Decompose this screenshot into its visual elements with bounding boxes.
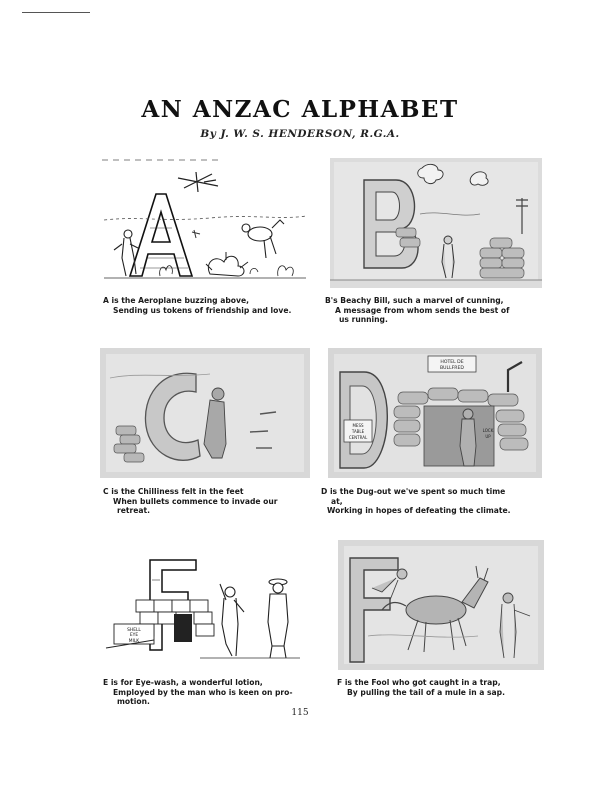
sign-lock: LOCK xyxy=(482,428,494,433)
illustration-f xyxy=(338,540,544,670)
illustration-d-drawing xyxy=(328,348,542,478)
caption-e-line-1: E is for Eye-wash, a wonderful lotion, xyxy=(103,678,263,687)
illustration-d xyxy=(328,348,542,478)
illustration-a xyxy=(100,158,310,288)
svg-text:EYE: EYE xyxy=(129,633,139,638)
byline: By J. W. S. HENDERSON, R.G.A. xyxy=(200,128,400,140)
caption-b-line-2: A message from whom sends the best of xyxy=(335,305,510,315)
caption-b xyxy=(325,296,509,325)
illustration-a-drawing xyxy=(100,158,310,288)
sign-mess: MESS xyxy=(352,423,364,428)
caption-d-line-3: Working in hopes of defeating the climate. xyxy=(327,506,511,516)
caption-d-line-1: D is the Dug-out we've spent so much time xyxy=(321,487,506,496)
svg-text:BULLFRED: BULLFRED xyxy=(440,366,464,371)
caption-c-line-2: When bullets commence to invade our xyxy=(113,496,278,506)
caption-f-line-2: By pulling the tail of a mule in a sap. xyxy=(347,687,505,697)
illustration-e xyxy=(100,540,310,670)
illustration-c xyxy=(100,348,310,478)
caption-e-line-3: motion. xyxy=(117,697,150,707)
caption-f-line-1: F is the Fool who got caught in a trap, xyxy=(337,678,501,687)
page-number: 115 xyxy=(291,708,309,718)
caption-c-line-3: retreat. xyxy=(117,506,151,516)
svg-text:UP: UP xyxy=(485,434,491,439)
illustration-e-drawing xyxy=(100,540,310,670)
sign-shell: SHELL xyxy=(127,628,141,633)
illustration-c-drawing xyxy=(100,348,310,478)
svg-text:MILK: MILK xyxy=(128,639,140,644)
illustration-b xyxy=(330,158,542,288)
svg-text:TABLE: TABLE xyxy=(351,429,365,434)
svg-text:CENTRAL: CENTRAL xyxy=(348,435,368,440)
illustration-f-drawing xyxy=(338,540,544,670)
page-title: AN ANZAC ALPHABET xyxy=(141,96,459,123)
top-rule xyxy=(22,12,90,13)
caption-a-line-2: Sending us tokens of friendship and love. xyxy=(113,305,292,315)
caption-e xyxy=(103,678,293,707)
sign-hotel: HOTEL DE xyxy=(440,360,464,365)
caption-a xyxy=(103,296,291,315)
caption-b-line-1: B's Beachy Bill, such a marvel of cunning, xyxy=(325,296,504,305)
caption-a-line-1: A is the Aeroplane buzzing above, xyxy=(103,296,250,305)
caption-d xyxy=(321,487,511,516)
illustration-b-drawing xyxy=(330,158,542,288)
caption-b-line-3: us running. xyxy=(339,315,388,325)
caption-c-line-1: C is the Chilliness felt in the feet xyxy=(103,487,244,496)
caption-c xyxy=(103,487,278,516)
caption-f xyxy=(337,678,505,697)
caption-e-line-2: Employed by the man who is keen on pro- xyxy=(113,687,293,697)
caption-d-line-2: at, xyxy=(331,496,343,506)
